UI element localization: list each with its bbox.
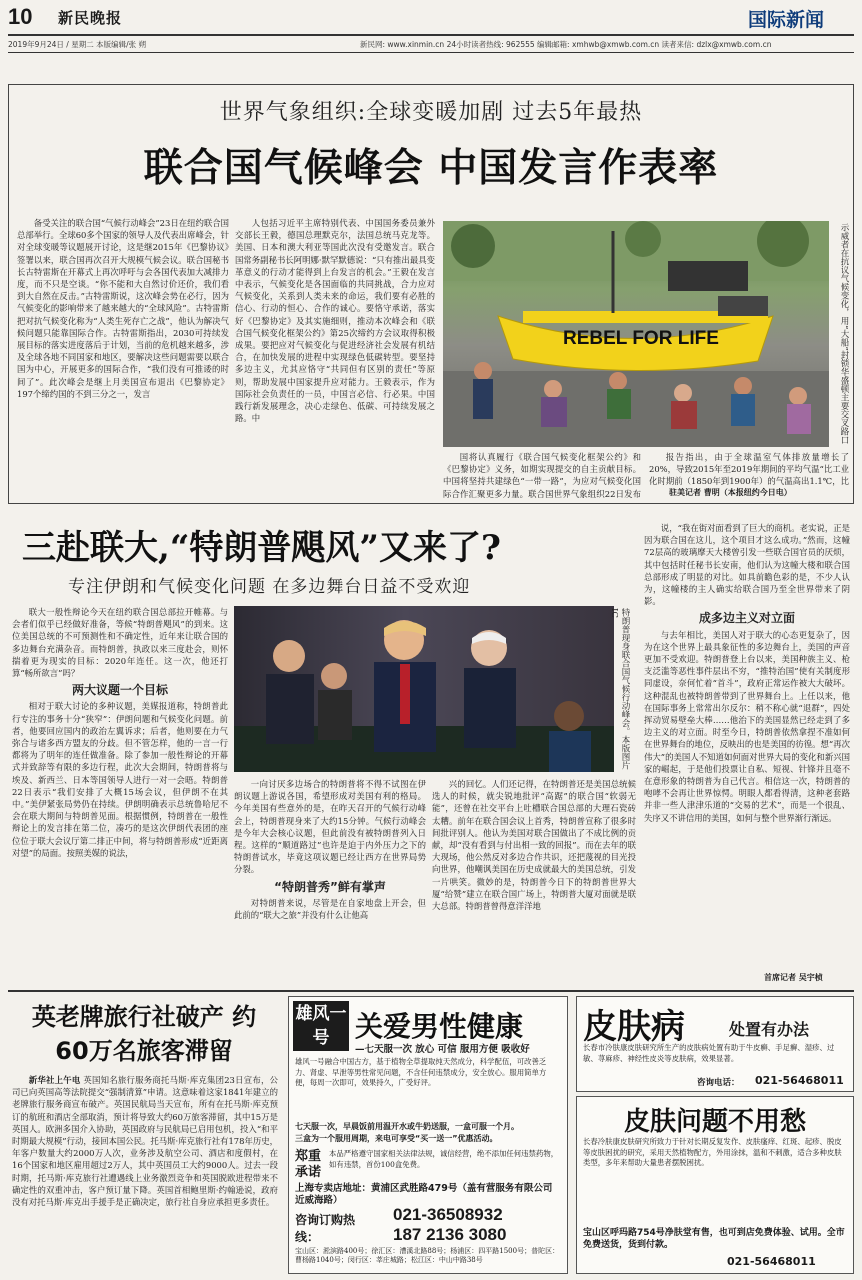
article-3-body (12, 1074, 278, 1270)
ad-title: 关爱男性健康 (355, 1010, 524, 1043)
subheading-3: 成多边主义对立面 (698, 611, 795, 626)
article-2-col-2 (234, 778, 426, 984)
article-1-col-3-text: 国将认真履行《联合国气候变化框架公约》和《巴黎协定》义务，如期实现提交的自主贡献目标。中国将坚持共建绿色“一带一路”，为应对气候变化国际合作汇聚更多力量。联合国世界气象组织22日发布 (443, 452, 641, 499)
article-1 (8, 84, 854, 504)
article-2-col-1b-text: 相对于联大讨论的多种议题，美媒报道称，特朗普此行专注的事务十分“狭窄”：伊朗问题和气候变化问题。前者，他要回应国内的政治左翼诉求；后者，他则要在力气弥合与诸多西方盟友的分歧。但不管怎样，他的一言一行都将为了明年的连任做准备。除了参加一般性辩论的开幕式并致辞等有限的多边行程，此次大会期间，特朗普将与埃及、新西兰、日本等国领导人进行一对一会晤。特朗普22日表示“我们安排了大概15场会议，但伊朗不在其中。”美伊紧张局势仍在持续。伊朗明确表示总统鲁哈尼不会在联大期间与特朗普见面。根据惯例，特朗普在一般性辩论上的发言排在第二位，凑巧的是这次伊朗代表团的座位位于联大会议厅第二排正中间，将与特朗普形成“近距离对望”的局面。按照美媒的说法， (12, 701, 228, 858)
ad-phone-2: 187 2136 3080 (393, 1225, 507, 1244)
paper-name: 新民晚报 (58, 9, 123, 27)
protest-boat-photo (443, 221, 829, 447)
article-2-col-1 (12, 606, 228, 984)
article-2-col-3 (432, 778, 636, 984)
article-2-col-4 (644, 522, 850, 972)
ad-skin2-title: 皮肤问题不用愁 (623, 1107, 806, 1137)
article-1-col-4 (649, 451, 849, 489)
ad-skin-1 (576, 996, 854, 1092)
article-2-col-3-text: 兴的回忆。人们还记得，在特朗普还是美国总统候选人的时候，就尖锐地批评“高踞”的联合国“软弱无能”，还曾在社交平台上吐槽联合国总部的大理石瓷砖太糟。前年在联合国会议上首秀，特朗普宣称了很多时间批评别人。他认为美国对联合国做出了不成比例的贡献，却“没有看到与付出相一致的回报”。而在去年的联大现场，他公然反对多边合作共识，还把蔑视的目光投向世界，他嘲讽美国在历史成就最大的美国总统，引发一片哄笑。微妙的是，特朗普今日下的特朗普世界大厦“给赞”建立在联合国广场上，特朗普大厦对面就是联大总部。特朗普曾得意洋洋地 (432, 779, 636, 912)
article-1-col-2-text: 人包括习近平主席特别代表、中国国务委员兼外交部长王毅，德国总理默克尔，法国总统马克龙等。美国、日本和澳大利亚等国此次没有受邀发言。联合国常务副秘书长阿明娜·默罕默德说：“只有推出最具变革意义的行动才能得到上台发言的机会。”王毅在发言中表示，气候变化是各国面临的共同挑战，合力应对气候变化，关系到人类未来的命运，我们要有必胜的信心、行动的恒心、合作的诚心。要恪守承诺，落实好《巴黎协定》及其实施细则，推动本次峰会和《联合国气候变化框架公约》第25次缔约方会议取得积极成果。要把应对气候变化与促进经济社会发展有机结合，在加快发展的进程中实现绿色低碳转型。要坚持多边主义，尤其应恪守“共同但有区别的责任”等原则，帮助发展中国家提升应对能力。王毅表示，作为国际社会负责任的一员，中国言必信、行必果。中国践行新发展理念，决心走绿色、低碳、可持续发展之路。中 (235, 218, 435, 424)
article-3-text: 英国知名旅行服务商托马斯·库克集团23日宣布，公司已向英国高等法院提交“强制清算”申请。这意味着这家1841年建立的老牌旅行服务商宣布破产。英国民航局当天宣布，所有在托马斯·库克预订的航班和酒店全部取消，预计将导致大约60万旅客滞留，其中15万是英国人。欧洲多国介入协助，英国政府与民航局已启用包机，投入“和平时期最大规模”行动，接回本国公民。托马斯·库克旅行社有178年历史，年客户数量大约2000万人次，业务涉及航空公司、酒店和度假村，在16个国家和地区雇用超过2万人，其中英国员工大约9000人。过去一段时期，托马斯·库克旅行社遭遇线上业务激烈竞争和英国脱欧进程带来不确定性的双重冲击，客户预订量下降。英国首相鲍里斯·约翰逊说，政府没有对托马斯·库克出手援手是正确决定，旅行社自身应承担更多责任。 (12, 1075, 278, 1208)
ad-offer: 七天服一次，早晨饭前用温开水或牛奶送服，一盒可服一个月。 (295, 1122, 519, 1131)
byline-1: 驻美记者 曹明（本报纽约今日电） (669, 488, 792, 497)
article-3 (8, 996, 280, 1276)
article-2-col-1-text: 联大一般性辩论今天在纽约联合国总部拉开帷幕。与会者们似乎已经做好准备，等候“特朗普飓风”的到来。这位美国总统的不可预测性和不确定性，近年来让联合国的多边舞台充满杂音。而特朗普，执政以来三度赴会，则怀揣着更为现实的目标：2020年连任。这一次，他还打算“畅所欲言”吗？ (12, 607, 228, 679)
ad-mens-health (288, 996, 568, 1274)
headline: 联合国气候峰会 中国发言作表率 (143, 146, 719, 191)
ad-left-tag: 郑重承诺 (295, 1149, 322, 1180)
ad-phone-1: 021-36508932 (393, 1205, 503, 1224)
article-1-col-2 (235, 217, 435, 499)
ad-skin2-tel: 021-56468011 (727, 1255, 816, 1268)
protest-scene (443, 221, 829, 447)
subheading-1: 两大议题一个目标 (71, 683, 168, 698)
article-3-lead: 新华社上午电 (28, 1075, 81, 1085)
article-2 (8, 510, 854, 988)
ad-slogan: —七天服一次 放心 可信 服用方便 吸收好 (355, 1044, 530, 1055)
ad-skin-tel: 021-56468011 (755, 1074, 844, 1087)
subhead-2: 专注伊朗和气候变化问题 在多边舞台日益不受欢迎 (68, 577, 471, 597)
page-number: 10 (8, 4, 33, 29)
article-1-col-1 (17, 217, 229, 499)
ad-skin2-addr: 宝山区呼玛路754号净肤堂有售，也可到店免费体验、试用。全市免费送货，货到付款。 (583, 1228, 845, 1250)
headline-2: 三赴联大,“特朗普飓风”又来了? (22, 528, 501, 568)
dateline: 2019年9月24日 / 星期二 本版编辑/张 朔 (8, 40, 146, 49)
article-2-col-4b-text: 与去年相比，美国人对于联大的心态更复杂了，因为在这个世界上最具象征性的多边舞台上，美国的声音更加不受欢迎。特朗普登上台以来，美国种族主义、枪支泛滥等恶性事件层出不穷，“推特治国”使有关制度形同虚设，奈何忙着“首斗”，政府正常运作被大大破坏。这种混乱也被特朗普带到了世界舞台上。上任以来，他在国际事务上常常出尔反尔：稍不称心就“退群”，四处挥动贸易壁垒大棒……他治下的美国显然已经走到了多边主义的对立面。时至今日，特朗普依然拿捏不准如何在世界舞台的地位，反映出的也是美国的彷徨。想“再次伟大”的美国人不知道如何面对世界大局的变化和新兴国家的崛起，于是他们投票让自私、短视、针锋并且毫不在意形象的特朗普为自己代言。相信这一次，特朗普的咆哮不会再让世界惊愕。明眼人都看得清，这种老套路并非一些人津津乐道的“交易的艺术”，而是一个很乱、失序又不讲信用的美国，如何与整个世界渐行渐远。 (644, 629, 850, 823)
article-2-col-2b-text: 对特朗普来说，尽管是在自家地盘上开会，但此前的“联大之旅”并没有什么让他高 (234, 897, 426, 921)
trump-photo (234, 606, 614, 772)
ad-promise: 本品严格遵守国家相关法律法规，诚信经营，绝不添加任何违禁药物，如有违禁，首份100盒免费。 (329, 1149, 559, 1169)
photo-caption-1: 示威者在抗议气候变化，用“大船”封锁华盛顿主要交叉路口 (839, 223, 849, 445)
article-1-col-4-text: 报告指出，由于全球温室气体排放量增长了20%，导致2015年至2019年期间的平均气温“比工业化时期前（1850年到1900年）的气温高出1.1℃，比 (649, 452, 849, 487)
summit-scene (234, 606, 614, 772)
ad-hotline-label: 咨询订购热线： (295, 1213, 356, 1244)
ad-offer-2: 三盒为一个服用周期，来电可享受“买一送一”优惠活动。 (295, 1134, 498, 1143)
boat-sign: REBEL FOR LIFE (563, 328, 719, 349)
article-2-col-2-text: 一向讨厌多边场合的特朗普将不得不试图在伊朗议题上游说各国，希望形成对美国有利的格局。今年美国有些意外的是，在昨天召开的气候行动峰会上，特朗普现身来了大约15分钟。气候行动峰会是今年大会核心议题，但此前没有被特朗普列入日程。这样的“顺道路过”也许是迫于内外压力之下的特朗普试水，毕竟这项议题已经让西方在世界局势分裂。 (234, 779, 426, 875)
ad-skin-subtitle: 处置有办法 (729, 1020, 810, 1039)
ad-store: 上海专卖店地址：黄浦区武胜路479号（盖有营服务有限公司 近威海路） (295, 1183, 553, 1206)
ad-skin-tel-label: 咨询电话： (697, 1078, 740, 1088)
ad-skin-title: 皮肤病 (583, 1007, 685, 1047)
headline-3: 英老牌旅行社破产 约60万名旅客滞留 (31, 1003, 257, 1065)
contacts: 新民网: www.xinmin.cn 24小时读者热线: 962555 编辑邮箱: xmhwb@xmwb.com.cn 读者来信: dzlx@xmwb.com.cn (360, 40, 772, 49)
ad-outlets: 宝山区：淞滨路400号；徐汇区：漕溪北路88号；杨浦区：四平路1500号；普陀区：曹杨路1040号；闵行区：莘庄城路；松江区：中山中路38号 (295, 1247, 560, 1264)
ad-body: 雄风一号融合中国古方，基于植物全草提取纯天然成分，科学配伍，可改善乏力、肾虚、早泄等男性常见问题，不含任何违禁成分，安全放心。服用简单方便，每周一次即可，效果持久，广受好评。 (295, 1057, 547, 1088)
article-1-col-3 (443, 451, 641, 501)
kicker: 世界气象组织:全球变暖加剧 过去5年最热 (219, 100, 643, 125)
article-2-col-4-text: 说，“我在街对面看到了巨大的商机。老实说，正是因为联合国在这儿，这个项目才这么成功。”然而，这幢72层高的玻璃摩天大楼曾引发一些联合国官员的厌烦，其中包括时任秘书长安南，他们认为这幢大楼和联合国总部形成了明显的对比。如具前瞻色彩的是，不少人认为，这幢楼的主人确实给联合国乃至全世界带来了阴影。 (644, 523, 850, 607)
byline-2: 首席记者 吴宇桢 (764, 973, 823, 982)
section-title: 国际新闻 (748, 9, 825, 31)
photo-caption-2: 特朗普现身联合国气候行动峰会。本版图片 IC (609, 608, 630, 770)
ad-skin2-body: 长春冷肤康皮肤研究所致力于针对长期反复发作、皮肤瘙痒、红斑、起疹、脱皮等皮肤困扰的研究，采用天然植物配方，外用涂抹，温和不刺激，适合多种皮肤类型，多年来帮助大量患者摆脱困扰。 (583, 1137, 842, 1168)
subheading-2: “特朗普秀”鲜有掌声 (274, 879, 386, 894)
ad-skin-body: 长春市冷肤康皮肤研究所生产的皮肤病处置有助于牛皮癣、手足癣、湿疹、过敏、荨麻疹、神经性皮炎等皮肤病，效果显著。 (583, 1043, 835, 1063)
article-1-col-1-text: 备受关注的联合国“气候行动峰会”23日在纽约联合国总部举行。全球60多个国家的领导人及代表出席峰会，针对全球变暖等议题展开讨论，这是继2015年《巴黎协议》签署以来，联合国再次召开大规模气候会议。联合国秘书长古特雷斯在开幕式上再次呼吁与会各国代表加大减排力度，而不只是空谈。“你不能和大自然讨价还价，我们看到大自然在反击。”古特雷斯说，这次峰会势在必行，因为气候变化的影响带来了越来越大的“全球风险”。古特雷斯把对抗气候变化称为“人类生死存亡之战”，他认为解决气候问题只能靠国际合作。古特雷斯指出，2030可持续发展目标的落实进度落后于计划，当前的危机越来越多，涉及全球各地不同国家和地区，要解决这些问题需要以联合国为中心，开展更多的国际合作，“我们没有可推诿的时间了”。此次峰会是继上月美国宣布退出《巴黎协定》197个缔约国的不到三分之一，发言 (17, 218, 229, 399)
ad-skin-2 (576, 1096, 854, 1274)
ad-tag: 雄风一号 (293, 1001, 349, 1051)
